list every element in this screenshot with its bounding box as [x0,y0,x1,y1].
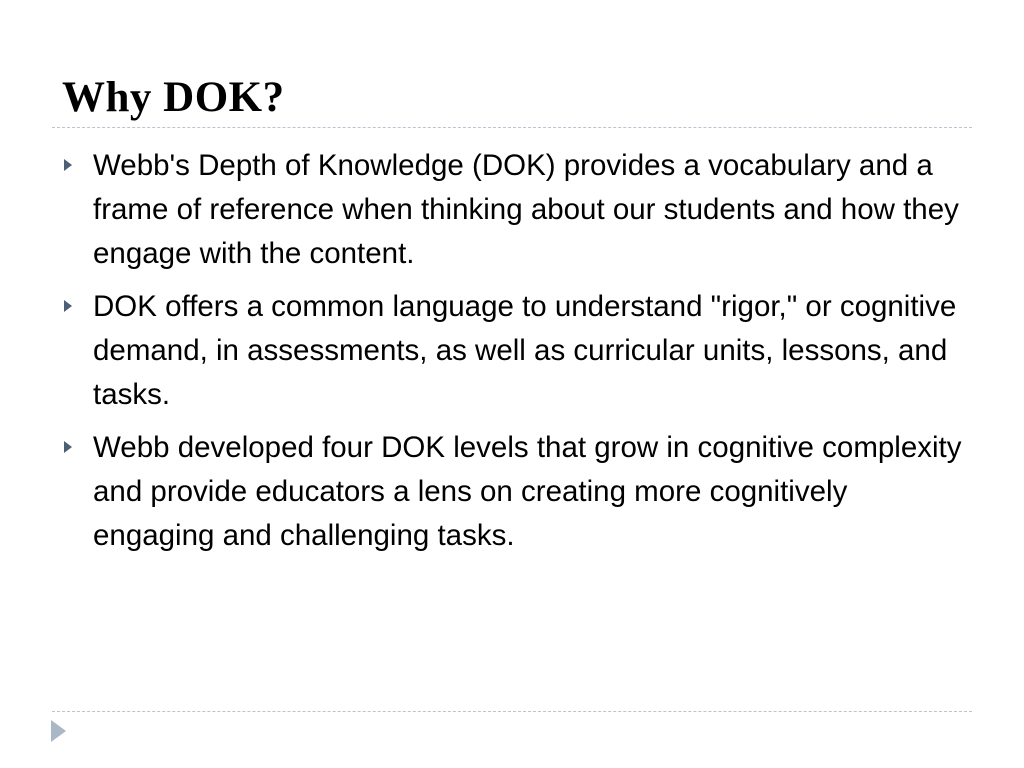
bullet-list [62,144,972,567]
bullet-text: Webb's Depth of Knowledge (DOK) provides a vocabulary and a frame of reference when thinking about our students and how they engage with the content. [93,149,959,270]
title-divider [52,127,972,128]
triangle-bullet-icon [64,159,72,171]
slide-title: Why DOK? [62,74,285,121]
bullet-item [62,285,972,417]
bullet-item [62,144,972,276]
triangle-bullet-icon [64,300,72,312]
bullet-text: Webb developed four DOK levels that grow in cognitive complexity and provide educators a lens on creating more cognitively engaging and challenging tasks. [93,431,962,552]
next-arrow-icon[interactable] [51,720,66,742]
bullet-item [62,426,972,558]
bullet-text: DOK offers a common language to understand "rigor," or cognitive demand, in assessments, as well as curricular units, lessons, and tasks. [93,290,957,411]
footer-divider [52,711,972,712]
triangle-bullet-icon [64,441,72,453]
